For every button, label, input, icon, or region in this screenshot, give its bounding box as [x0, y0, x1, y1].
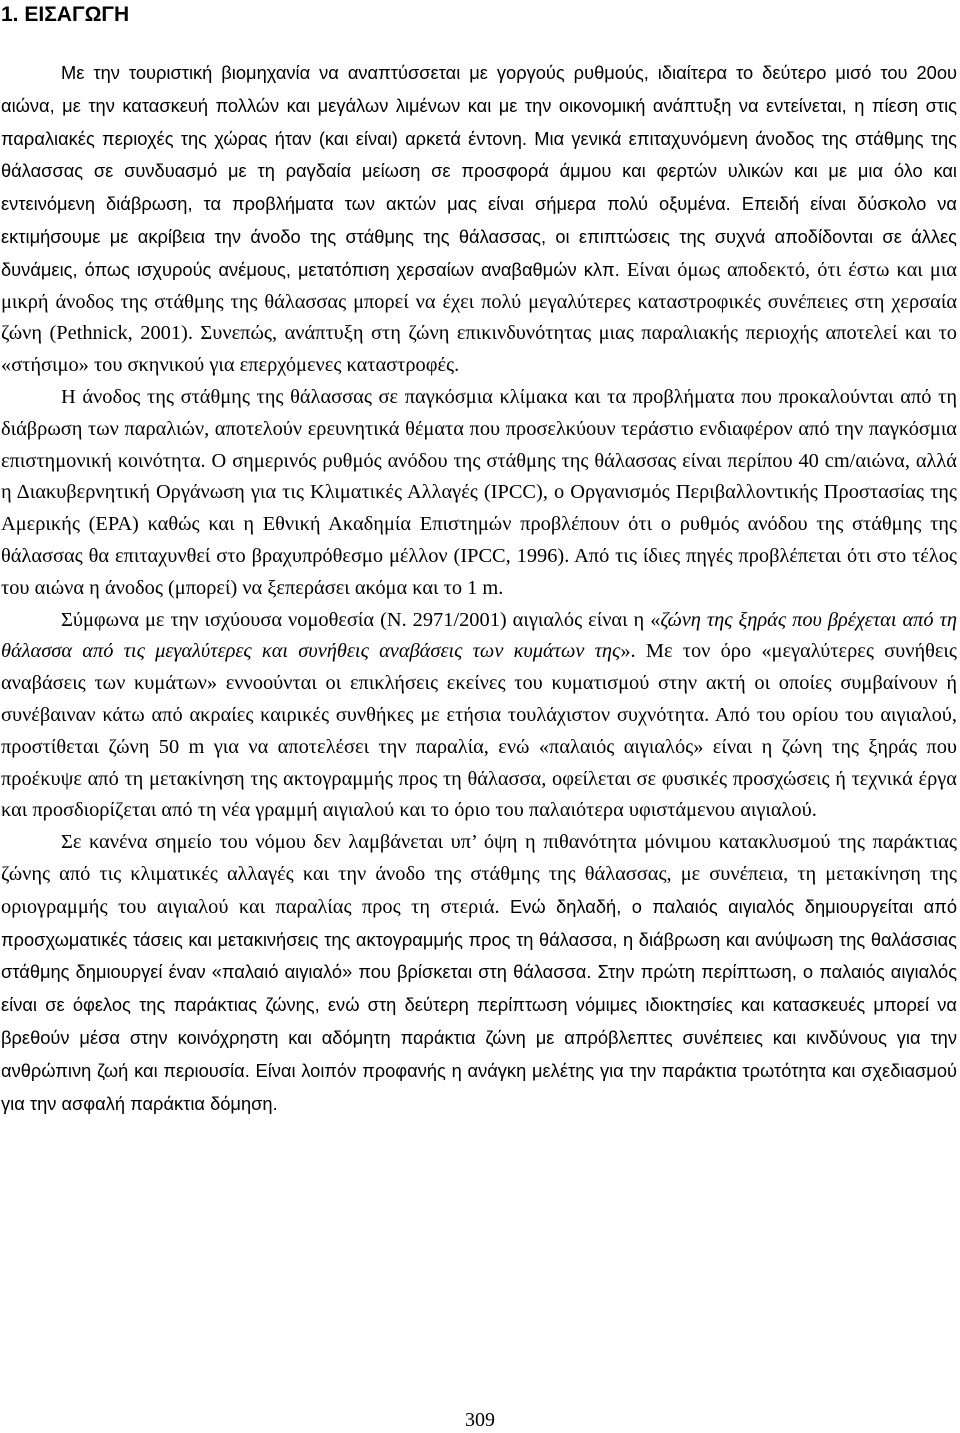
paragraph-3-before: Σύμφωνα με την ισχύουσα νομοθεσία (Ν. 2971/2001) αιγιαλός είναι η « [61, 608, 661, 631]
page-number: 309 [465, 1409, 495, 1431]
paragraph-1 [1, 57, 957, 382]
paragraph-3-definition-italic: ζώνη της ξηράς που βρέχεται από τη θάλασσα από τις μεγαλύτερες και συνήθεις αναβάσεις των κυμάτων της [1, 608, 957, 663]
section-heading: 1. ΕΙΣΑΓΩΓΗ [1, 3, 130, 26]
paragraph-4-sans-part: Ενώ δηλαδή, ο παλαιός αιγιαλός δημιουργείται από προσχωματικές τάσεις και μετακινήσεις της ακτογραμμής προς τη θάλασσα, η διάβρωση και ανύψωση της θαλάσσιας στάθμης δημιουργεί έναν «παλαιό αιγιαλό» που βρίσκεται στη θάλασσα. Στην πρώτη περίπτωση, ο παλαιός αιγιαλός είναι σε όφελος της παράκτιας ζώνης, ενώ στη δεύτερη περίπτωση νόμιμες ιδιοκτησίες και κατασκευές μπορεί να βρεθούν μέσα στην κοινόχρηστη και αδόμητη παράκτια ζώνη με απρόβλεπτες συνέπειες και κινδύνους για την ανθρώπινη ζωή και περιουσία. Είναι λοιπόν προφανής η ανάγκη μελέτης για την παράκτια τρωτότητα και σχεδιασμού για την ασφαλή παράκτια δόμηση. [1, 895, 957, 1114]
paragraph-1-sans-part: Με την τουριστική βιομηχανία να αναπτύσσεται με γοργούς ρυθμούς, ιδιαίτερα το δεύτερο μισό του 20ου αιώνα, με την κατασκευή πολλών και μεγάλων λιμένων και με την οικονομική ανάπτυξη να εντείνεται, η πίεση στις παραλιακές περιοχές της χώρας ήταν (και είναι) αρκετά έντονη. Μια γενικά επιταχυνόμενη άνοδος της στάθμης της θάλασσας σε συνδυασμό με τη ραγδαία μείωση σε προσφορά άμμου και φερτών υλικών και με μια όλο και εντεινόμενη διάβρωση, τα προβλήματα των ακτών μας είναι σήμερα πολύ οξυμένα. Επειδή είναι δύσκολο να εκτιμήσουμε με ακρίβεια την άνοδο της στάθμης της θάλασσας, οι επιπτώσεις της συχνά αποδίδονται σε άλλες δυνάμεις, όπως ισχυρούς ανέμους, μετατόπιση χερσαίων αναβαθμών κλπ. [1, 62, 957, 280]
paragraph-3 [1, 605, 957, 828]
paragraph-2: Η άνοδος της στάθμης της θάλασσας σε παγκόσμια κλίμακα και τα προβλήματα που προκαλούνται από τη διάβρωση των παραλιών, αποτελούν ερευνητικά θέματα που προσελκύουν τεράστιο ενδιαφέρον από την παγκόσμια επιστημονική κοινότητα. Ο σημερινός ρυθμός ανόδου της στάθμης της θάλασσας είναι περίπου 40 cm/αιώνα, αλλά η Διακυβερνητική Οργάνωση για τις Κλιματικές Αλλαγές (IPCC), ο Οργανισμός Περιβαλλοντικής Προστασίας της Αμερικής (EPA) καθώς και η Εθνική Ακαδημία Επιστημών προβλέπουν ότι ο ρυθμός ανόδου της στάθμης της θάλασσας θα επιταχυνθεί στο βραχυπρόθεσμο μέλλον (IPCC, 1996). Από τις ίδιες πηγές προβλέπεται ότι στο τέλος του αιώνα η άνοδος (μπορεί) να ξεπεράσει ακόμα και το 1 m. [1, 385, 957, 599]
paragraph-4 [1, 827, 957, 1120]
paragraph-4-serif-part: Σε κανένα σημείο του νόμου δεν λαμβάνεται υπ’ όψη η πιθανότητα μόνιμου κατακλυσμού της παράκτιας ζώνης από τις κλιματικές αλλαγές και την άνοδο της στάθμης της θάλασσας, με συνέπεια, τη μετακίνηση της οριογραμμής του αιγιαλού και παραλίας προς τη στεριά. [1, 831, 957, 918]
body-text [1, 57, 957, 1120]
paragraph-3-after: ». Με τον όρο «μεγαλύτερες συνήθεις αναβάσεις των κυμάτων» εννοούνται οι επικλήσεις εκείνες του κυματισμού στην ακτή οι οποίες συμβαίνουν ή συνέβαιναν κάτω από ακραίες καιρικές συνθήκες με ετήσια τουλάχιστον συχνότητα. Από του ορίου του αιγιαλού, προστίθεται ζώνη 50 m για να αποτελέσει την παραλία, ενώ «παλαιός αιγιαλός» είναι η ζώνη της ξηράς που προέκυψε από τη μετακίνηση της ακτογραμμής προς τη θάλασσα, οφείλεται σε φυσικές προσχώσεις ή τεχνικά έργα και προσδιορίζεται από τη νέα γραμμή αιγιαλού και το όριο του παλαιότερα υφιστάμενου αιγιαλού. [1, 640, 957, 822]
paragraph-1-serif-part: Είναι όμως αποδεκτό, ότι έστω και μια μικρή άνοδος της στάθμης της θάλασσας μπορεί να έχει πολύ μεγαλύτερες καταστροφικές συνέπειες στη χερσαία ζώνη (Pethnick, 2001). Συνεπώς, ανάπτυξη στη ζώνη επικινδυνότητας μιας παραλιακής περιοχής αποτελεί και το «στήσιμο» του σκηνικού για επερχόμενες καταστροφές. [1, 258, 957, 377]
